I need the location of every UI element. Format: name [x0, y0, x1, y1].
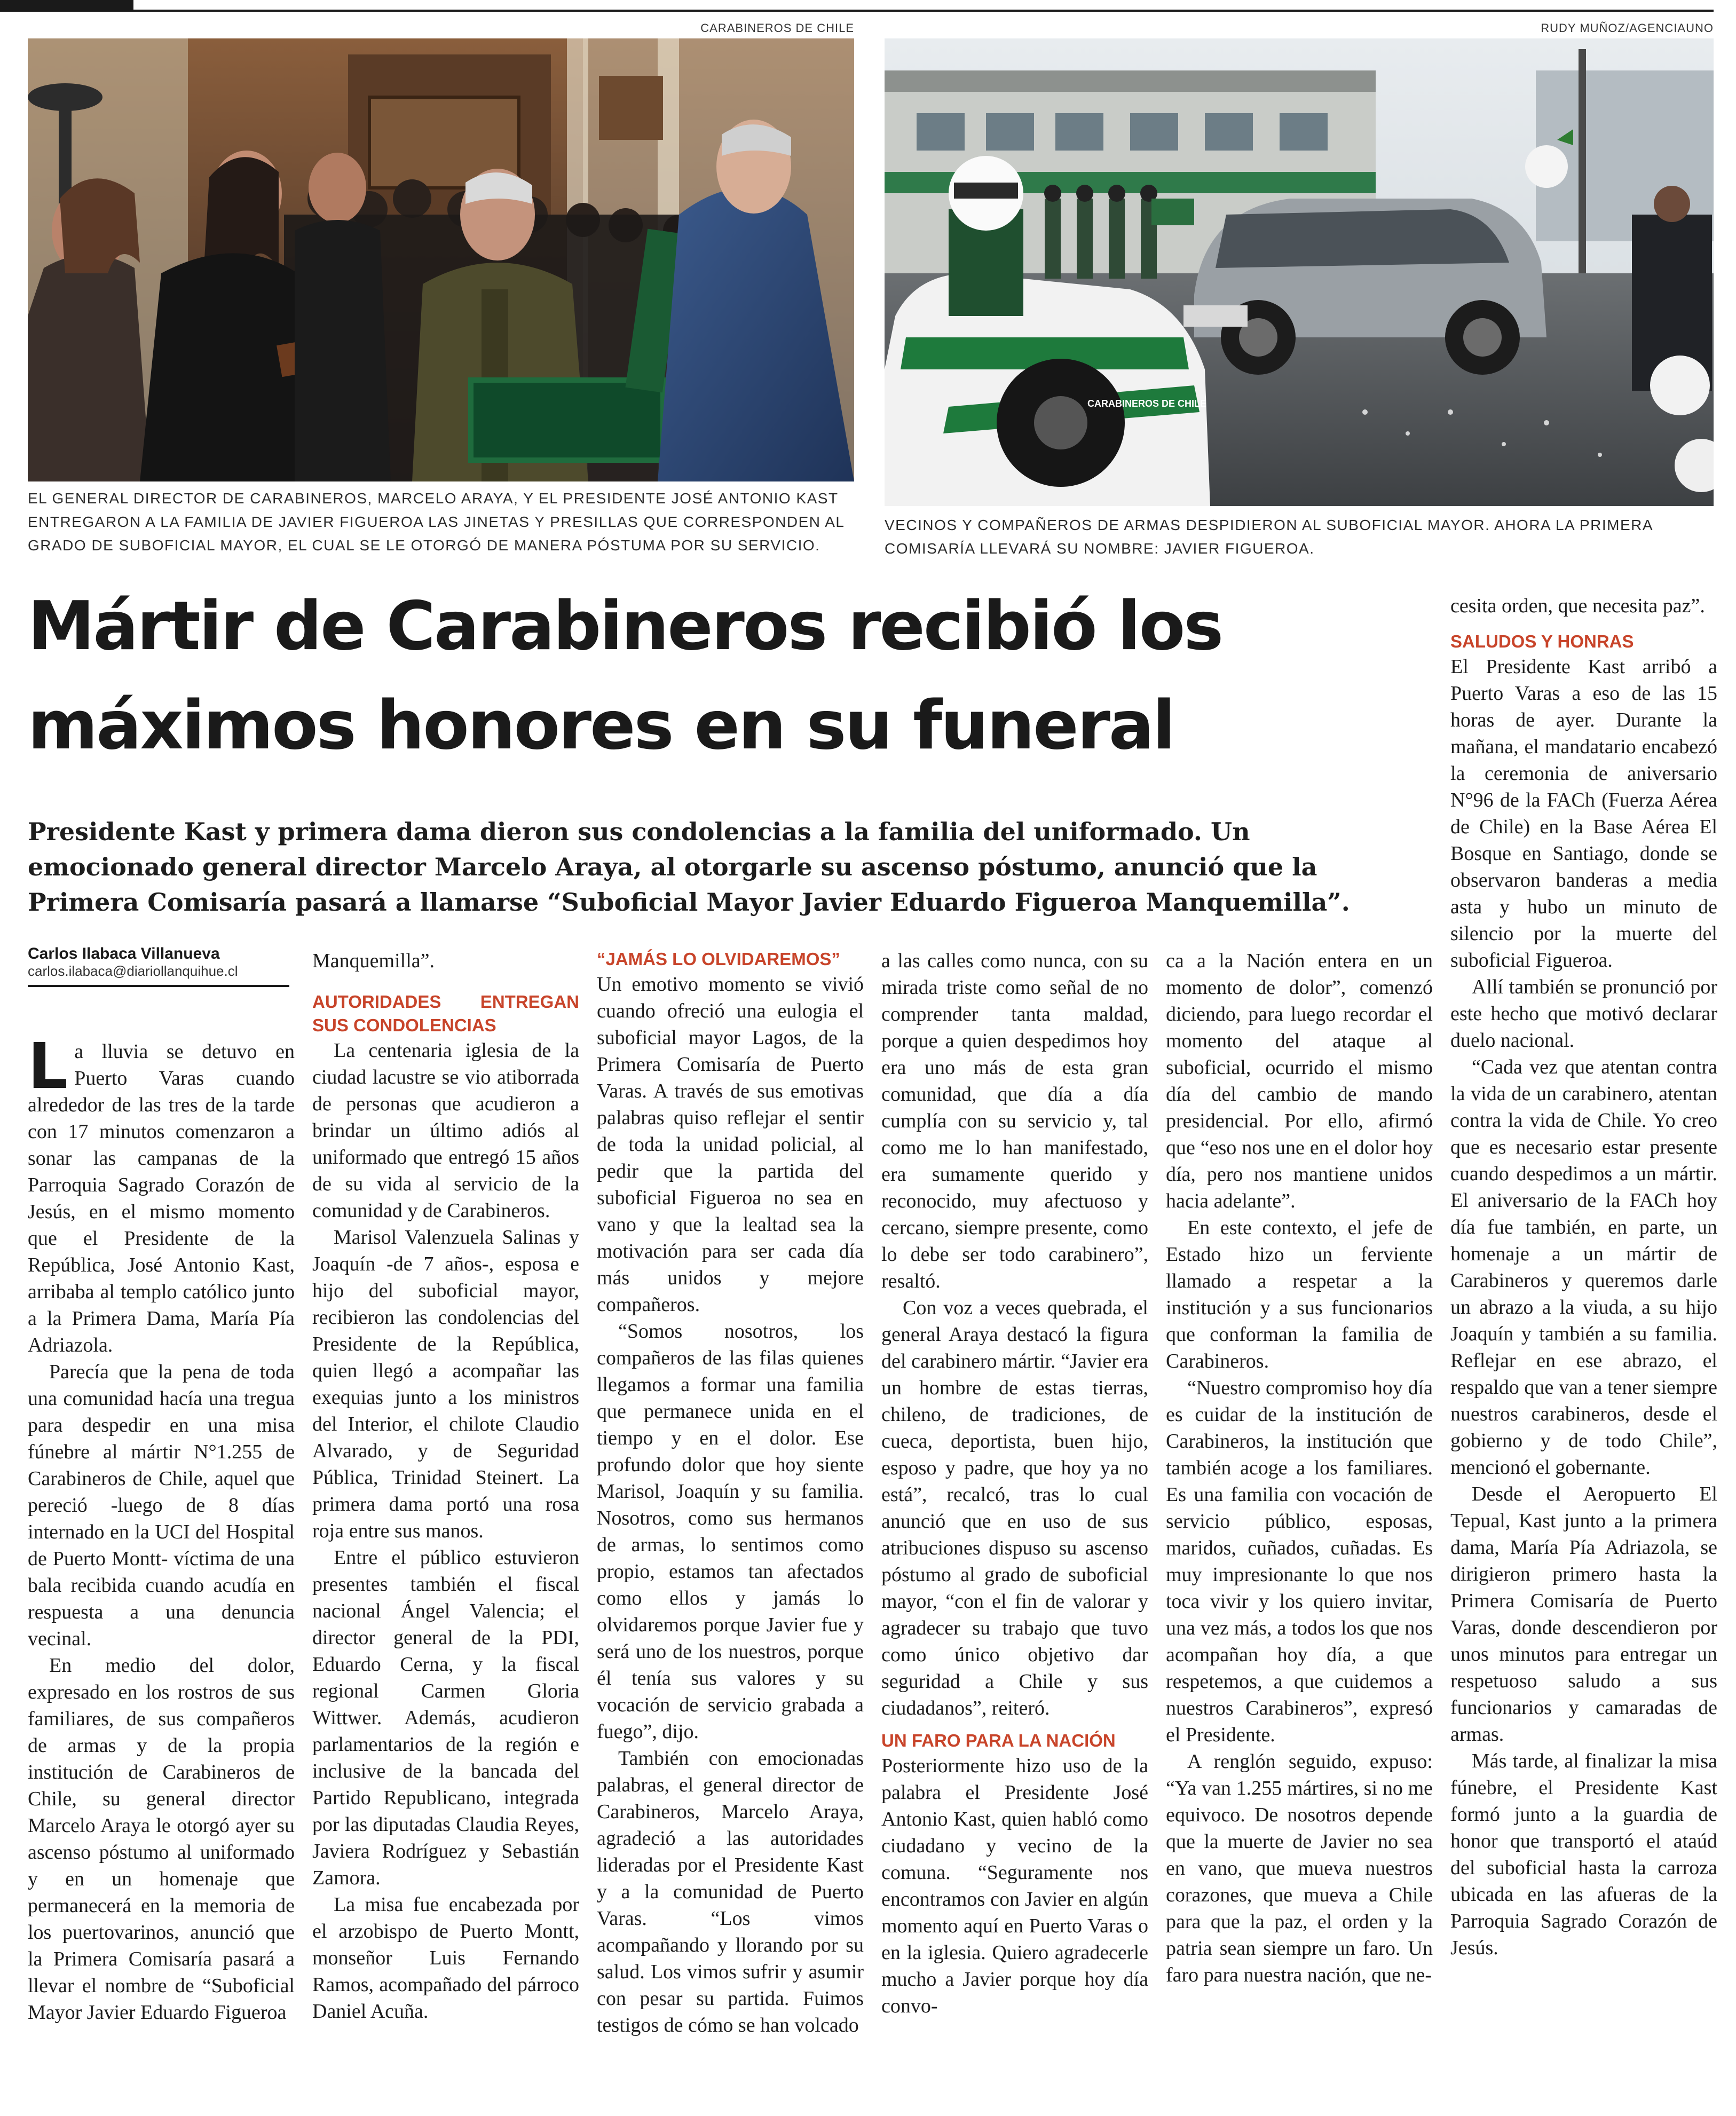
ceremony-photo [28, 38, 854, 481]
paragraph: Manquemilla”. [312, 950, 435, 972]
paragraph: También con emocionadas palabras, el general director de Carabineros, Marcelo Araya, agradeció a las autoridades lideradas por el Presidente Kast y a la comunidad de Puerto Varas. “Los vimos acompañando y llorando por su salud. Los vimos sufrir y asumir con pesar su partida. Fuimos testigos de cómo se han volcado [597, 1747, 864, 2036]
right-photo-caption: VECINOS Y COMPAÑEROS DE ARMAS DESPIDIERON AL SUBOFICIAL MAYOR. AHORA LA PRIMERA COMISARÍA LLEVARÁ SU NOMBRE: JAVIER FIGUEROA. [885, 517, 1653, 557]
paragraph: Parecía que la pena de toda una comunidad hacía una tregua para despedir en una misa fúnebre al mártir N°1.255 de Carabineros de Chile, aquel que pereció -luego de 8 días internado en la UCI del Hospital de Puerto Montt- víctima de una bala recibida cuando acudía en respuesta a una denuncia vecinal. [28, 1361, 295, 1650]
paragraph: La centenaria iglesia de la ciudad lacustre se vio atiborrada de personas que acudieron a brindar un último adiós al uniformado que entregó 15 años de su vida al servicio de la comunidad y de Carabineros. [312, 1039, 579, 1222]
paragraph: Con voz a veces quebrada, el general Araya destacó la figura del carabinero mártir. “Javier era un hombre de estas tierras, chileno, de tradiciones, de cueca, deportista, buen hijo, esposo y padre, que hoy ya no está”, recalcó, tras lo cual anunció que en uso de sus atribuciones dispuso su ascenso póstumo al grado de suboficial mayor, “con el fin de valorar y agradecer su trabajo que tuvo como único objetivo dar seguridad a Chile y sus ciudadanos”, reiteró. [881, 1297, 1148, 1719]
paragraph: Un emotivo momento se vivió cuando ofreció una eulogia el suboficial mayor Lagos, de la Primera Comisaría de Puerto Varas. A través de sus emotivas palabras quiso reflejar el sentir de toda la unidad policial, al pedir que la partida del suboficial Figueroa no sea en vano y que la lealtad sea la motivación para ser cada día más unidos y mejore compañeros. [597, 973, 864, 1316]
paragraph: a las calles como nunca, con su mirada triste como señal de no comprender tanta maldad, porque a quien despedimos hoy era uno más de esta gran comunidad, que día a día cumplía con su servicio y, tal como me lo han manifestado, era sumamente querido y reconocido, muy afectuoso y cercano, siempre presente, como lo debe ser todo carabinero”, resaltó. [881, 950, 1148, 1292]
column-5 [1166, 948, 1433, 1988]
column-6 [1450, 593, 1717, 1961]
paragraph: Posteriormente hizo uso de la palabra el Presidente José Antonio Kast, quien habló como ciudadano y vecino de la comuna. “Seguramente nos encontramos con Javier en algún momento aquí en Puerto Varas o en la iglesia. Quiero agradecerle mucho a Javier porque hoy día convo- [881, 1755, 1148, 2017]
subheading-saludos: SALUDOS Y HONRAS [1450, 631, 1634, 651]
subheading-faro: UN FARO PARA LA NACIÓN [881, 1731, 1116, 1750]
column-4 [881, 948, 1148, 2019]
right-photo-credit: RUDY MUÑOZ/AGENCIAUNO [1541, 21, 1714, 35]
paragraph: Allí también se pronunció por este hecho que motivó declarar duelo nacional. [1450, 976, 1717, 1052]
paragraph: La misa fue encabezada por el arzobispo de Puerto Montt, monseñor Luis Fernando Ramos, acompañado del párroco Daniel Acuña. [312, 1893, 579, 2023]
byline-email[interactable]: carlos.ilabaca@diariollanquihue.cl [28, 963, 238, 979]
left-photo-caption: EL GENERAL DIRECTOR DE CARABINEROS, MARCELO ARAYA, Y EL PRESIDENTE JOSÉ ANTONIO KAST ENTREGARON A LA FAMILIA DE JAVIER FIGUEROA LAS JINETAS Y PRESILLAS QUE CORRESPONDEN AL GRADO DE SUBOFICIAL MAYOR, EL CUAL SE LE OTORGÓ DE MANERA PÓSTUMA POR SU SERVICIO. [28, 490, 845, 554]
subheading-autoridades: AUTORIDADES ENTREGAN SUS CONDOLENCIAS [312, 992, 579, 1035]
byline [28, 945, 289, 987]
paragraph: En medio del dolor, expresado en los rostros de sus familiares, de sus compañeros de armas y de la propia institución de Carabineros de Chile, su general director Marcelo Araya le otorgó ayer su ascenso póstumo al uniformado y en un homenaje que permanecerá en la memoria de los puertovarinos, anunció que la Primera Comisaría pasará a llevar el nombre de “Suboficial Mayor Javier Eduardo Figueroa [28, 1654, 295, 2024]
paragraph: Desde el Aeropuerto El Tepual, Kast junto a la primera dama, María Pía Adriazola, se dirigieron primero hasta la Primera Comisaría de Puerto Varas, donde descendieron por unos minutos para entregar un respetuoso saludo a sus funcionarios y camaradas de armas. [1450, 1483, 1717, 1746]
column-1 [28, 1029, 295, 2026]
left-photo-credit: CARABINEROS DE CHILE [700, 21, 854, 35]
paragraph: Entre el público estuvieron presentes también el fiscal nacional Ángel Valencia; el director general de la PDI, Eduardo Cerna, y la fiscal regional Carmen Gloria Wittwer. Además, acudieron parlamentarios de la región e inclusive de la bancada del Partido Republicano, integrada por las diputadas Claudia Reyes, Javiera Rodríguez y Sebastián Zamora. [312, 1546, 579, 1889]
paragraph: cesita orden, que necesita paz”. [1450, 595, 1705, 617]
deck: Presidente Kast y primera dama dieron sus condolencias a la familia del uniformado. Un emocionado general director Marcelo Araya, al otorgarle su ascenso póstumo, anunció que la Primera Comisaría pasará a llamarse “Suboficial Mayor Javier Eduardo Figueroa Manquemilla”. [28, 817, 1350, 917]
top-rule [133, 10, 1714, 12]
column-2 [312, 948, 579, 2025]
byline-author: Carlos Ilabaca Villanueva [28, 945, 220, 962]
subheading-jamas: “JAMÁS LO OLVIDAREMOS” [597, 949, 840, 969]
procession-photo [885, 38, 1714, 506]
paragraph: En este contexto, el jefe de Estado hizo un ferviente llamado a respetar a la institución y a sus funcionarios que conforman la familia de Carabineros. [1166, 1217, 1433, 1372]
paragraph: ca a la Nación entera en un momento de dolor”, comenzó diciendo, para luego recordar el momento del ataque al suboficial, ocurrido el mismo día del cambio de mando presidencial. Por ello, afirmó que “eso nos une en el dolor hoy día, pero nos mantiene unidos hacia adelante”. [1166, 950, 1433, 1212]
drop-cap: L [28, 1029, 68, 1103]
paragraph: Marisol Valenzuela Salinas y Joaquín -de 7 años-, esposa e hijo del suboficial mayor, recibieron las condolencias del Presidente de la República, quien llegó a acompañar las exequias junto a los ministros del Interior, el chilote Claudio Alvarado, y de Seguridad Pública, Trinidad Steinert. La primera dama portó una rosa roja entre sus manos. [312, 1226, 579, 1542]
section-marker [0, 0, 133, 12]
byline-rule [28, 985, 289, 987]
paragraph: El Presidente Kast arribó a Puerto Varas a eso de las 15 horas de ayer. Durante la mañana, el mandatario encabezó la ceremonia de aniversario N°96 de la FACh (Fuerza Aérea de Chile) en la Base Aérea El Bosque en Santiago, donde se observaron banderas a media asta y hubo un minuto de silencio por la muerte del suboficial Figueroa. [1450, 656, 1717, 972]
paragraph: A renglón seguido, expuso: “Ya van 1.255 mártires, si no me equivoco. De nosotros depende que la muerte de Javier no sea en vano, que mueva nuestros corazones, que mueva a Chile para que la paz, el orden y la patria sean siempre un faro. Un faro para nuestra nación, que ne- [1166, 1750, 1433, 1986]
moto-label: CARABINEROS DE CHILE [1087, 398, 1207, 409]
paragraph: La lluvia se detuvo en Puerto Varas cuando alrededor de las tres de la tarde con 17 minutos comenzaron a sonar las campanas de la Parroquia Sagrado Corazón de Jesús, en el mismo momento que el Presidente de la República, José Antonio Kast, arribaba al templo católico junto a la Primera Dama, María Pía Adriazola. [28, 1029, 295, 1356]
column-3 [597, 948, 864, 2039]
headline: Mártir de Carabineros recibió los máximos honores en su funeral [28, 587, 1222, 764]
paragraph: “Cada vez que atentan contra la vida de un carabinero, atentan contra la vida de Chile. Yo creo que es necesario estar presente cuando despedimos a un mártir. El aniversario de la FACh hoy día fue también, en parte, un homenaje a un mártir de Carabineros y queremos darle un abrazo a la viuda, a su hijo Joaquín y también a su familia. Reflejar en ese abrazo, el respaldo que van a tener siempre nuestros carabineros, desde el gobierno y de todo Chile”, mencionó el gobernante. [1450, 1056, 1717, 1479]
paragraph: Más tarde, al finalizar la misa fúnebre, el Presidente Kast formó junto a la guardia de honor que transportó el ataúd del suboficial hasta la carroza ubicada en las afueras de la Parroquia Sagrado Corazón de Jesús. [1450, 1750, 1717, 1959]
paragraph: “Somos nosotros, los compañeros de las filas quienes llegamos a formar una familia que permanece unida en el tiempo y en el dolor. Ese profundo dolor que hoy siente Marisol, Joaquín y su familia. Nosotros, como sus hermanos de armas, lo sentimos como propio, estamos tan afectados como ellos y jamás lo olvidaremos porque Javier fue y será uno de los nuestros, porque él tenía sus valores y su vocación de servicio grabada a fuego”, dijo. [597, 1320, 864, 1743]
paragraph: “Nuestro compromiso hoy día es cuidar de la institución de Carabineros, la institución que también acoge a los familiares. Es una familia con vocación de servicio público, esposas, maridos, cuñados, cuñadas. Es muy impresionante lo que nos toca vivir y los quiero invitar, una vez más, a todos los que nos acompañan hoy día, a que respetemos, a que cuidemos a nuestros Carabineros”, expresó el Presidente. [1166, 1377, 1433, 1746]
